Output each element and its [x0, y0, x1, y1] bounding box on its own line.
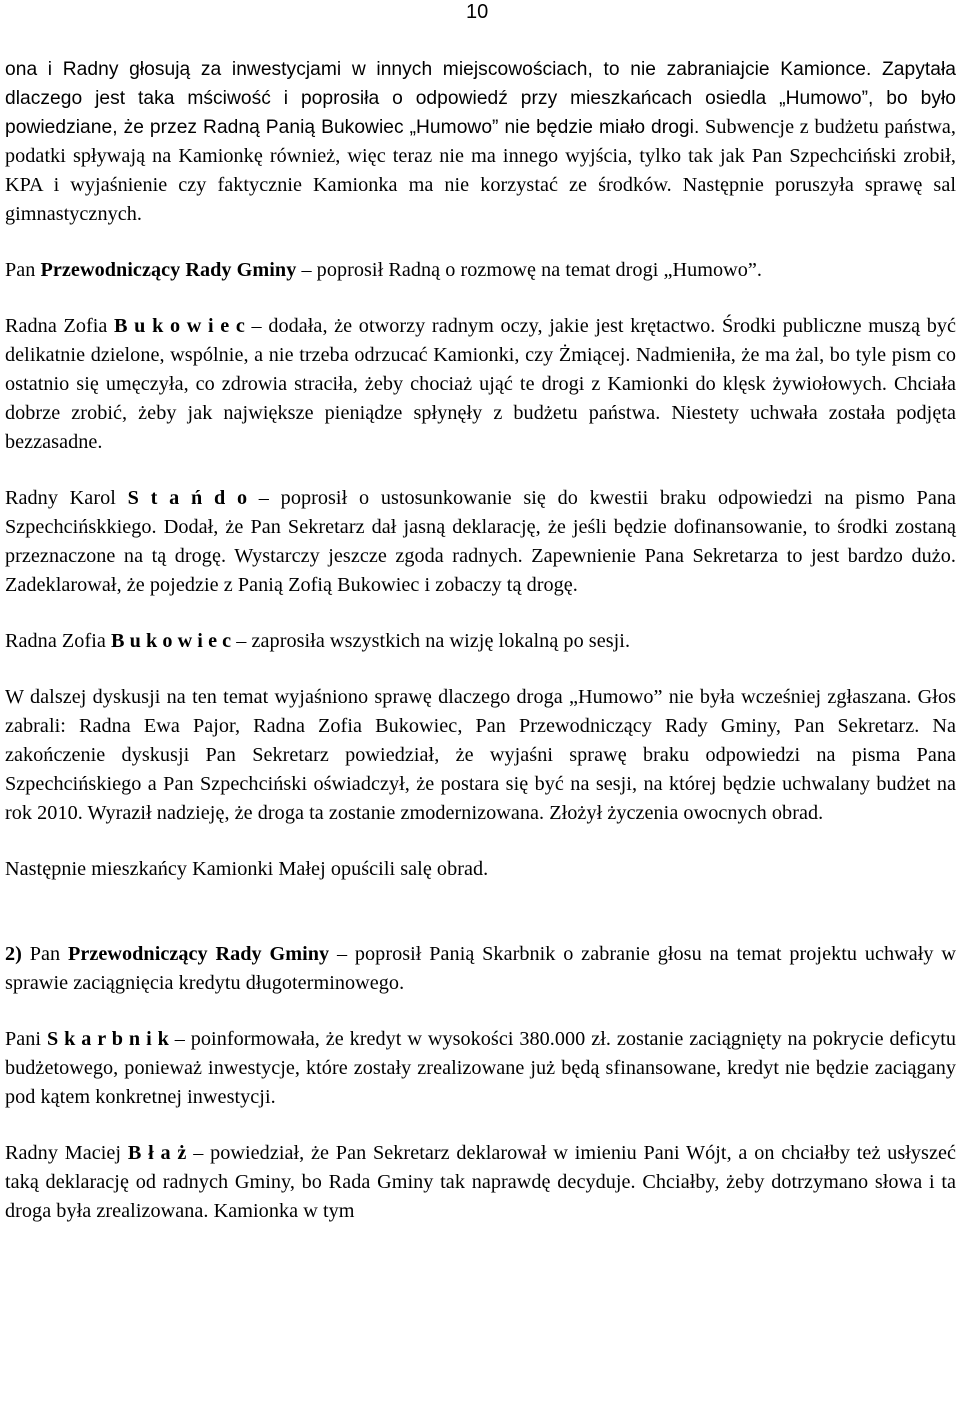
- paragraph-text: Pan: [5, 259, 41, 281]
- paragraph-discussion: W dalszej dyskusji na ten temat wyjaśniono sprawę dlaczego droga „Humowo” nie była wcześniej zgłaszana. Głos zabrali: Radna Ewa Pajor, Radna Zofia Bukowiec, Pan Przewodniczący Rady Gminy, Pan Sekretarz. Na zakończenie dyskusji Pan Sekretarz powiedział, że wyjaśni sprawę braku odpowiedzi na pisma Pana Szpechcińskiego a Pan Szpechciński oświadczył, że postara się być na sesji, na której będzie uchwalany budżet na rok 2010. Wyraził nadzieję, że droga ta zostanie zmodernizowana. Złożył życzenia owocnych obrad.: [5, 686, 956, 824]
- paragraph-residents-left: Następnie mieszkańcy Kamionki Małej opuścili salę obrad.: [5, 858, 489, 880]
- paragraph-bukowiec: [5, 312, 956, 457]
- paragraph-text: Radna Zofia: [5, 315, 115, 337]
- speaker-name: S t a ń d o: [127, 487, 248, 509]
- paragraph-text: – zaprosiła wszystkich na wizję lokalną po sesji.: [231, 630, 631, 652]
- paragraph-text: Pani: [5, 1028, 47, 1050]
- paragraph-text: Subwencje z budżetu państwa, podatki spływają na Kamionkę również, więc teraz nie ma innego wyjścia, tylko tak jak Pan Szpechciński zrobił, KPA i wyjaśnienie czy faktycznie Kamionka ma nie korzystać ze środków. Następnie poruszyła sprawę sal gimnastycznych.: [5, 116, 956, 225]
- paragraph-text: – dodała, że otworzy radnym oczy, jakie jest krętactwo. Środki publiczne muszą być delikatnie dzielone, wspólnie, a nie trzeba odrzucać Kamionki, czy Żmiącej. Nadmieniła, że ma żal, bo tyle pism co ostatnio się umęczyła, co zdrowia straciła, żeby chociaż ująć te drogi z Kamionki do klęsk żywiołowych. Chciała dobrze zrobić, żeby jak największe pieniądze spłynęły z budżetu państwa. Niestety uchwała została podjęta bezzasadne.: [5, 315, 957, 453]
- paragraph-agenda-item-2: [5, 940, 956, 998]
- paragraph-text: ona i Radny głosują za inwestycjami w innych miejscowościach, to nie zabraniajcie Kamionce. Zapytała dlaczego jest taka mściwość i poprosiła o odpowiedź przy mieszkańcach osiedla „Humowo”, bo było powiedziane, że przez Radną Panią Bukowiec „Humowo” nie będzie miało drogi.: [5, 59, 956, 138]
- paragraph-text: Pan: [21, 943, 68, 965]
- paragraph-blaz: [5, 1139, 956, 1226]
- paragraph-text: Radna Zofia: [5, 630, 111, 652]
- paragraph-bukowiec-continued: [5, 55, 956, 229]
- speaker-name: Przewodniczący Rady Gminy: [40, 259, 297, 281]
- document-body: [5, 55, 956, 1226]
- speaker-name: Przewodniczący Rady Gminy: [67, 943, 330, 965]
- paragraph-stando: [5, 484, 956, 600]
- page-number: 10: [466, 1, 489, 23]
- speaker-name: S k a r b n i k: [46, 1028, 169, 1050]
- speaker-name: B u k o w i e c: [110, 630, 232, 652]
- paragraph-text: – powiedział, że Pan Sekretarz deklarował w imieniu Pani Wójt, a on chciałby też usłyszeć taką deklarację od radnych Gminy, bo Rada Gminy tak naprawdę decyduje. Chciałby, żeby dotrzymano słowa i ta droga była zrealizowana. Kamionka w tym: [5, 1142, 956, 1222]
- speaker-name: B u k o w i e c: [114, 315, 245, 337]
- paragraph-skarbnik: [5, 1025, 956, 1112]
- paragraph-text: Radny Karol: [5, 487, 128, 509]
- paragraph-bukowiec-invite: [5, 627, 956, 656]
- speaker-name: B ł a ż: [127, 1142, 187, 1164]
- paragraph-text: – poprosił Panią Skarbnik o zabranie głosu na temat projektu uchwały w sprawie zaciągnięcia kredytu długoterminowego.: [5, 943, 956, 994]
- paragraph-text: – poinformowała, że kredyt w wysokości 380.000 zł. zostanie zaciągnięty na pokrycie deficytu budżetowego, ponieważ inwestycje, które zostały zrealizowane już będą sfinansowane, kredyt nie będzie zaciągany pod kątem konkretnej inwestycji.: [5, 1028, 957, 1108]
- paragraph-przewodniczacy: [5, 256, 956, 285]
- paragraph-text: – poprosił Radną o rozmowę na temat drogi „Humowo”.: [296, 259, 763, 281]
- agenda-number: 2): [5, 943, 22, 965]
- paragraph-text: Radny Maciej: [5, 1142, 128, 1164]
- paragraph-text: – poprosił o ustosunkowanie się do kwestii braku odpowiedzi na pismo Pana Szpechcińskkiego. Dodał, że Pan Sekretarz dał jasną deklarację, że jeśli będzie dofinansowanie, to środki zostaną przeznaczone na tą drogę. Wystarczy jeszcze zgoda radnych. Zapewnienie Pana Sekretarza to jest bardzo dużo. Zadeklarował, że pojedzie z Panią Zofią Bukowiec i zobaczy tą drogę.: [5, 487, 956, 596]
